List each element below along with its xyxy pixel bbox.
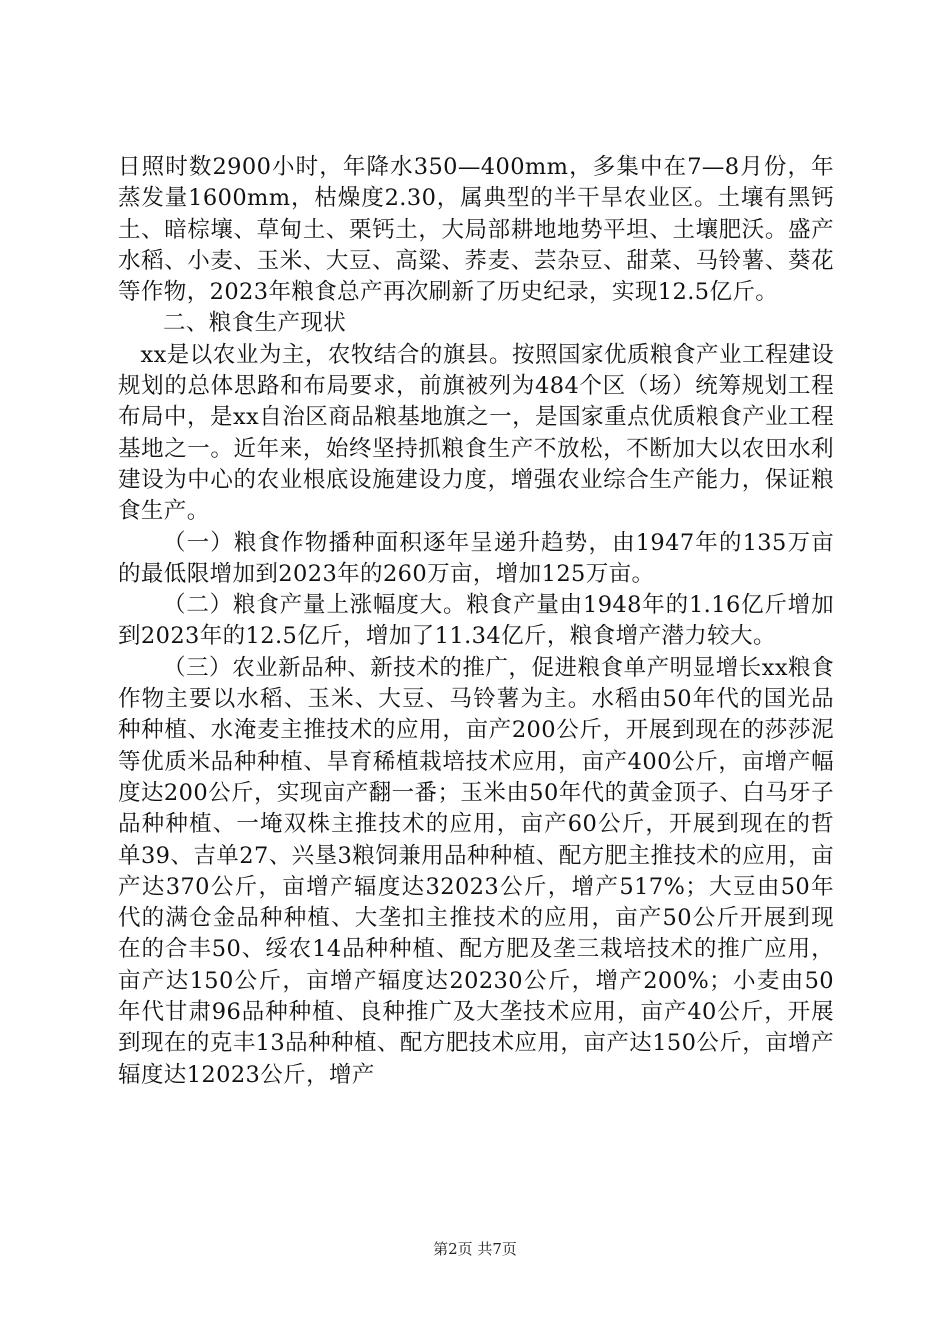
paragraph-item-1-sowing-area: （一）粮食作物播种面积逐年呈递升趋势，由1947年的135万亩的最低限增加到2023年的260万亩，增加125万亩。: [118, 529, 834, 587]
paragraph-climate-soil: 日照时数2900小时，年降水350—400mm，多集中在7—8月份，年蒸发量1600mm，枯燥度2.30，属典型的半干旱农业区。土壤有黑钙土、暗棕壤、草甸土、栗钙土，大局部耕地地势平坦、土壤肥沃。盛产水稻、小麦、玉米、大豆、高粱、荞麦、芸杂豆、甜菜、马铃薯、葵花等作物，2023年粮食总产再次刷新了历史纪录，实现12.5亿斤。: [118, 154, 834, 306]
section-heading-grain-production-status: 二、粮食生产现状: [163, 310, 347, 337]
paragraph-item-2-yield: （二）粮食产量上涨幅度大。粮食产量由1948年的1.16亿斤增加到2023年的12.5亿斤，增加了11.34亿斤，粮食增产潜力较大。: [118, 592, 834, 650]
page-footer: 第2页 共7页: [433, 1240, 517, 1258]
paragraph-overview: xx是以农业为主，农牧结合的旗县。按照国家优质粮食产业工程建设规划的总体思路和布局要求，前旗被列为484个区（场）统筹规划工程布局中，是xx自治区商品粮基地旗之一，是国家重点优质粮食产业工程基地之一。近年来，始终坚持抓粮食生产不放松，不断加大以农田水利建设为中心的农业根底设施建设力度，增强农业综合生产能力，保证粮食生产。: [118, 341, 834, 525]
document-body: [118, 152, 834, 1091]
paragraph-item-3-new-varieties: （三）农业新品种、新技术的推广，促进粮食单产明显增长xx粮食作物主要以水稻、玉米、大豆、马铃薯为主。水稻由50年代的国光品种种植、水淹麦主推技术的应用，亩产200公斤，开展到现在的莎莎泥等优质米品种种植、旱育稀植栽培技术应用，亩产400公斤，亩增产幅度达200公斤，实现亩产翻一番；玉米由50年代的黄金顶子、白马牙子品种种植、一埯双株主推技术的应用，亩产60公斤，开展到现在的哲单39、吉单27、兴垦3粮饲兼用品种种植、配方肥主推技术的应用，亩产达370公斤，亩增产辐度达32023公斤，增产517%；大豆由50年代的满仓金品种种植、大垄扣主推技术的应用，亩产50公斤开展到现在的合丰50、绥农14品种种植、配方肥及垄三栽培技术的推广应用，亩产达150公斤，亩增产辐度达20230公斤，增产200%；小麦由50年代甘肃96品种种植、良种推广及大垄技术应用，亩产40公斤，开展到现在的克丰13品种种植、配方肥技术应用，亩产达150公斤，亩增产辐度达12023公斤，增产: [118, 654, 834, 1088]
